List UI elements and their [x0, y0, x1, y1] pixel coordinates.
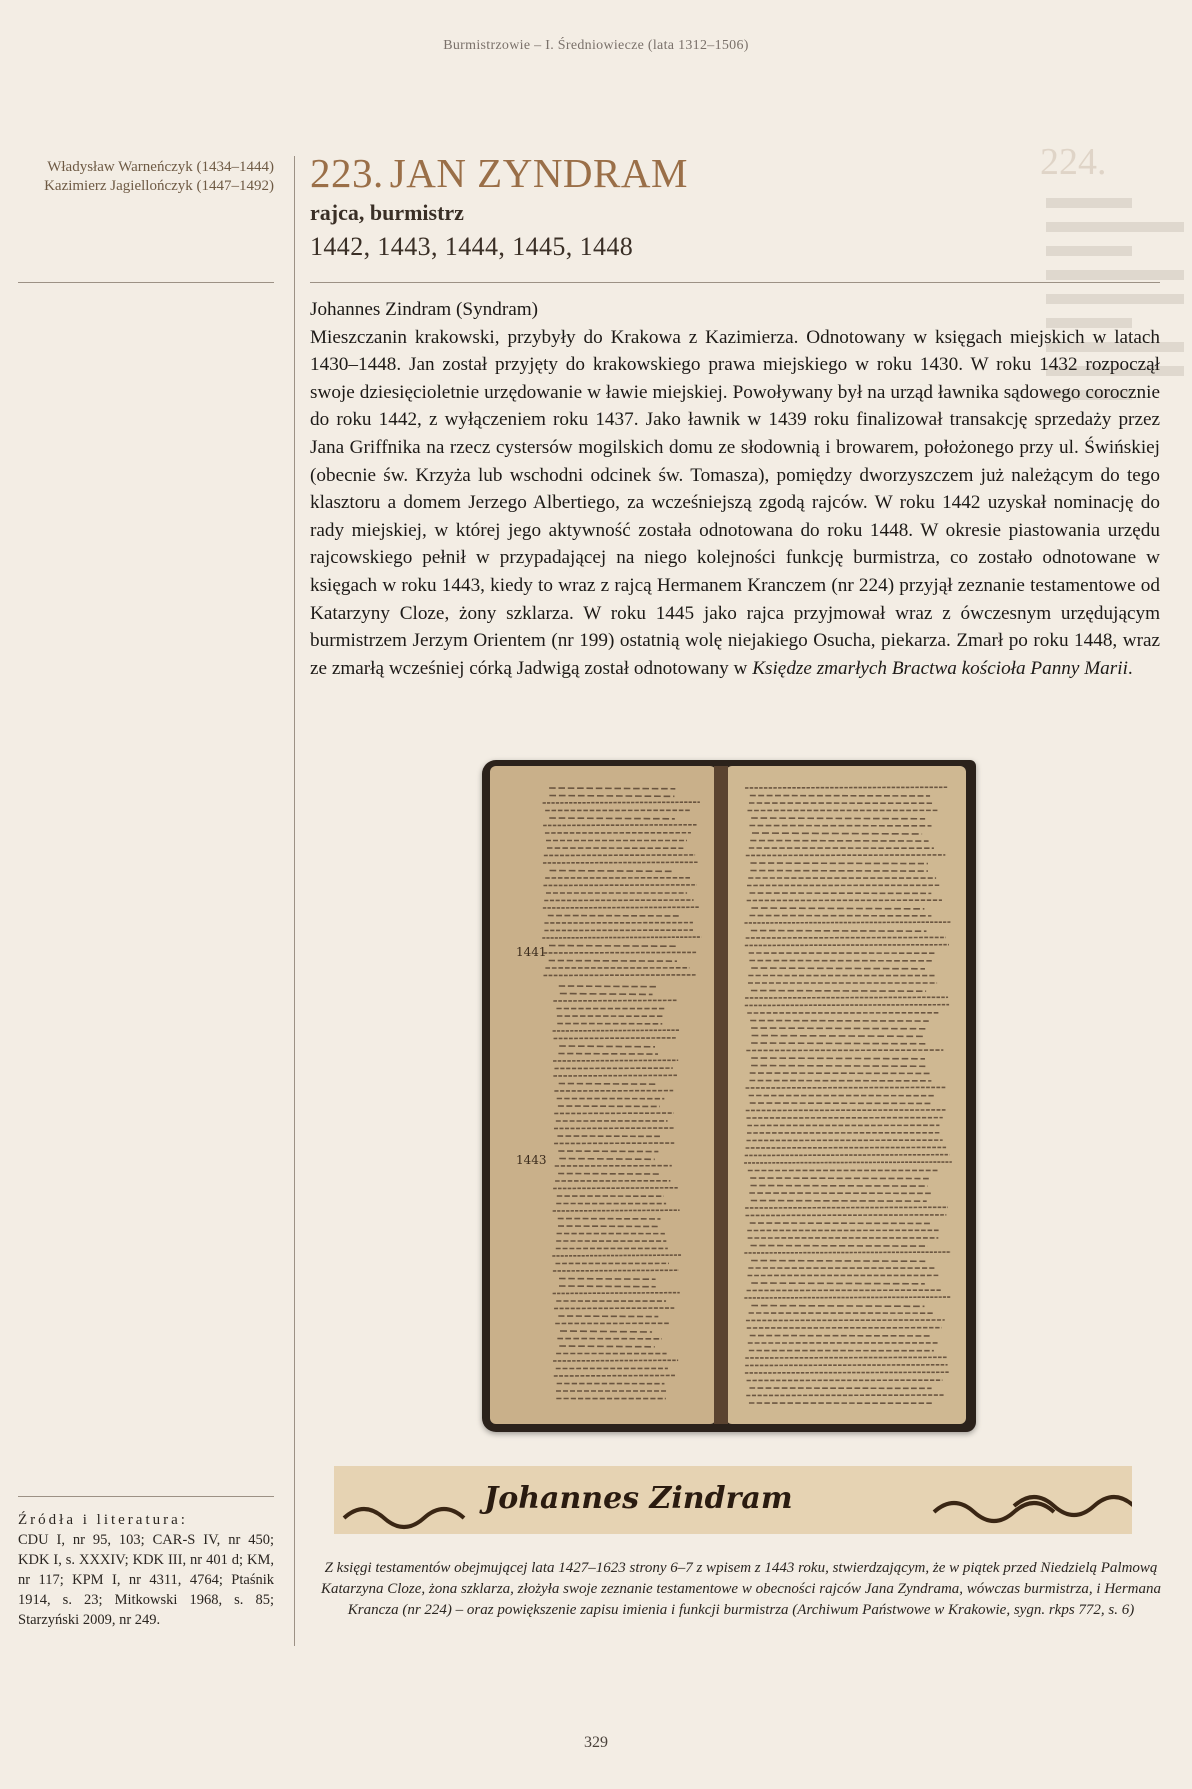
handwriting-line — [559, 1159, 654, 1160]
handwriting-line — [553, 1000, 677, 1001]
handwriting-line — [554, 1375, 676, 1376]
detail-handwriting — [334, 1466, 1132, 1534]
handwriting-line — [752, 833, 922, 834]
detail-name: Johannes Zindram — [484, 1481, 793, 1516]
handwriting-line — [750, 1186, 927, 1187]
handwriting-line — [553, 1075, 677, 1076]
running-head: Burmistrzowie – I. Średniowiecze (lata 1312–1506) — [443, 38, 749, 53]
handwriting-line — [559, 1346, 654, 1347]
page-number: 329 — [584, 1734, 608, 1751]
handwriting-line — [559, 986, 657, 987]
handwriting-line — [750, 841, 928, 842]
handwriting-line — [559, 1084, 657, 1085]
handwriting-line — [559, 1046, 655, 1047]
left-page — [490, 766, 716, 1424]
column-divider — [294, 156, 295, 1646]
handwriting-line — [750, 871, 928, 872]
sources-divider — [18, 1496, 274, 1497]
handwriting-line — [543, 885, 696, 886]
biography — [310, 296, 1160, 682]
book-spine — [714, 766, 728, 1424]
latin-name: Johannes Zindram (Syndram) — [310, 299, 539, 320]
sidebar-divider — [18, 282, 274, 283]
manuscript-photo — [482, 760, 976, 1432]
biography-text: Mieszczanin krakowski, przybyły do Krakowa z Kazimierza. Odnotowany w księgach miejskich w latach 1430–1448. Jan został przyjęty do krakowskiego prawa miejskiego w roku 1430. W roku 1432 rozpoczął swoje dziesięcioletnie urzędowanie w ławie miejskiej. Powoływany był na urząd ławnika sądowego corocznie do roku 1442, z wyłączeniem roku 1437. Jako ławnik w 1439 roku finalizował transakcję sprzedaży przez Jana Griffnika na rzecz cystersów mogilskich domu ze słodownią i browarem, położonego przy ul. Świńskiej (obecnie św. Krzyża lub wschodni odcinek św. Tomasza), pomiędzy dworzyszczem już należącym do tego klasztoru a domem Jerzego Albertiego, za wcześniejszą zgodą rajców. W roku 1442 uzyskał nominację do rady miejskiej, w której jego aktywność została odnotowana do roku 1448. W okresie piastowania urzędu rajcowskiego pełnił w przypadającej na niego kolejności funkcję burmistrza, co zostało odnotowane w księgach w roku 1443, kiedy to wraz z rajcą Hermanem Kranczem (nr 224) przyjął zeznanie testamentowe od Katarzyny Cloze, żony szklarza. W roku 1445 jako rajca przyjmował wraz z ówczesnym urzędującym burmistrzem Jerzym Orientem (nr 199) ostatnią wolę niejakiego Osucha, piekarza. Zmarł po roku 1448, wraz ze zmarłą wcześniej córką Jadwigą został odnotowany w — [310, 326, 1160, 679]
handwriting-line — [549, 961, 677, 962]
manuscript-illustration — [482, 760, 976, 1432]
handwriting-line — [558, 1054, 658, 1055]
handwriting-line — [745, 1365, 947, 1366]
reign-entry: Kazimierz Jagiellończyk (1447–1492) — [44, 178, 274, 194]
handwriting-line — [553, 1210, 680, 1211]
manuscript-detail-strip — [334, 1466, 1132, 1534]
sources-heading: Źródła i literatura: — [18, 1512, 188, 1528]
handwriting-line — [744, 1297, 951, 1298]
sidebar-reigns — [18, 158, 274, 196]
handwriting-line — [745, 997, 948, 998]
header-divider — [310, 282, 1160, 283]
biography-book-title: Księdze zmarłych Bractwa kościoła Panny Marii — [752, 657, 1128, 679]
entry-header — [310, 150, 1158, 262]
biography-end: . — [1127, 657, 1133, 679]
handwriting-line — [552, 1255, 681, 1256]
bleed-through-title: 224. — [1040, 141, 1107, 183]
handwriting-line — [745, 945, 949, 946]
handwriting-line — [750, 1021, 929, 1022]
sources — [18, 1510, 274, 1630]
handwriting-line — [750, 1246, 927, 1247]
figure-caption: Z księgi testamentów obejmującej lata 1427–1623 strony 6–7 z wpisem z 1443 roku, stwierdzającym, że w piątek przed Niedzielą Palmową Katarzyna Cloze, żona szklarza, złożyła swoje zeznanie testamentowe w obecności rajców Jana Zyndrama, wówczas burmistrza, i Hermana Krancza (nr 224) – oraz powiększenie zapisu imienia i funkcji burmistrza (Archiwum Państwowe w Krakowie, sygn. rkps 772, s. 6) — [321, 1560, 1161, 1618]
handwriting-line — [744, 1252, 951, 1253]
entry-roles: rajca, burmistrz — [310, 200, 464, 225]
handwriting-line — [750, 863, 928, 864]
entry-title — [310, 150, 1158, 196]
handwriting-line — [750, 1178, 929, 1179]
handwriting-line — [553, 1293, 680, 1294]
entry-years: 1442, 1443, 1444, 1445, 1448 — [310, 232, 634, 261]
reign-entry: Władysław Warneńczyk (1434–1444) — [47, 159, 274, 175]
biography-paragraph — [310, 324, 1160, 683]
sources-text: CDU I, nr 95, 103; CAR-S IV, nr 450; KDK I, s. XXXIV; KDK III, nr 401 d; KM, nr 117; KPM I, nr 4311, 4764; Ptaśnik 1914, s. 23; Mitkowski 1968, s. 85; Starzyński 2009, nr 249. — [18, 1532, 274, 1628]
margin-year: 1443 — [516, 1153, 547, 1167]
handwriting-line — [542, 937, 701, 938]
handwriting-line — [746, 937, 946, 938]
entry-name: JAN ZYNDRAM — [389, 150, 688, 196]
margin-year: 1441 — [516, 945, 547, 959]
bleed-through-line — [1046, 270, 1184, 280]
entry-number: 223. — [310, 150, 384, 196]
handwriting-line — [745, 787, 948, 788]
handwriting-line — [553, 1030, 680, 1031]
